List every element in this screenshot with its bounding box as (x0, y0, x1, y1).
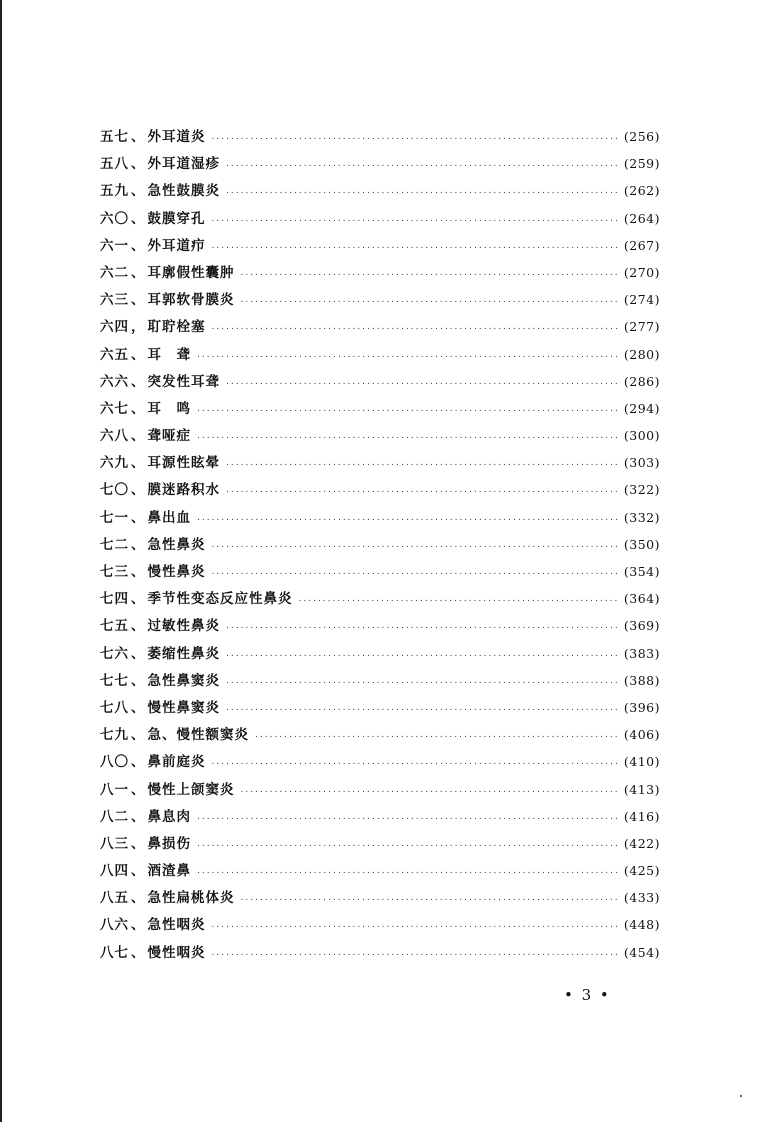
entry-separator: 、 (131, 890, 146, 907)
entry-title: 鼻前庭炎 (147, 754, 206, 771)
entry-title: 过敏性鼻炎 (147, 618, 220, 635)
entry-title: 鼓膜穿孔 (147, 210, 206, 227)
entry-separator: 、 (131, 509, 146, 526)
entry-number: 六四 (100, 319, 129, 336)
entry-title: 急性扁桃体炎 (147, 890, 235, 907)
entry-number: 六〇 (100, 210, 129, 227)
entry-page-number: (383) (623, 645, 660, 661)
toc-entry (100, 370, 660, 397)
entry-separator: 、 (131, 400, 146, 417)
entry-title: 急性鼓膜炎 (147, 183, 220, 200)
entry-number: 六八 (100, 428, 129, 445)
toc-entry (100, 207, 660, 234)
entry-title: 耵聍栓塞 (147, 319, 206, 336)
entry-number: 七二 (100, 536, 129, 553)
entry-separator: 、 (131, 835, 146, 852)
dot-leader (212, 241, 620, 251)
entry-title: 慢性鼻炎 (147, 564, 206, 580)
dot-leader (197, 866, 620, 876)
entry-number: 五七 (100, 129, 129, 145)
entry-page-number: (406) (623, 727, 660, 743)
dot-leader (197, 431, 620, 441)
entry-title: 耳 聋 (147, 346, 191, 363)
dot-leader (197, 839, 620, 849)
toc-entry (100, 642, 660, 669)
toc-entry (100, 750, 660, 777)
entry-separator: 、 (131, 591, 146, 608)
entry-separator: 、 (131, 564, 146, 580)
toc-entry (100, 941, 660, 968)
entry-number: 八二 (100, 808, 129, 825)
toc-entry (100, 179, 660, 206)
dot-leader (197, 513, 620, 523)
entry-number: 六五 (100, 346, 129, 363)
entry-separator: 、 (131, 781, 146, 798)
entry-title: 外耳道炎 (147, 129, 206, 145)
entry-title: 急性鼻窦炎 (147, 672, 220, 689)
entry-page-number: (416) (623, 808, 660, 824)
toc-entry (100, 478, 660, 505)
entry-number: 八一 (100, 781, 129, 798)
entry-number: 六七 (100, 400, 129, 417)
dot-leader (299, 594, 620, 604)
entry-separator: 、 (131, 699, 146, 716)
entry-separator: 、 (131, 183, 146, 200)
dot-leader (226, 458, 620, 468)
entry-separator: 、 (131, 210, 146, 227)
entry-title: 鼻出血 (147, 509, 191, 526)
entry-separator: 、 (131, 264, 146, 281)
entry-separator: 、 (131, 129, 146, 145)
dot-leader (226, 703, 620, 713)
entry-page-number: (264) (623, 210, 660, 226)
toc-entry (100, 669, 660, 696)
entry-number: 七〇 (100, 482, 129, 499)
dot-leader (197, 350, 620, 360)
dot-leader (226, 485, 620, 495)
entry-title: 聋哑症 (147, 428, 191, 445)
entry-page-number: (425) (623, 863, 660, 879)
dot-leader (226, 676, 620, 686)
toc-entry (100, 614, 660, 641)
entry-number: 七四 (100, 591, 129, 608)
entry-page-number: (369) (623, 618, 660, 634)
dot-leader (226, 649, 620, 659)
entry-page-number: (396) (623, 699, 660, 715)
dot-leader (212, 214, 620, 224)
entry-title: 突发性耳聋 (147, 373, 220, 390)
entry-number: 八五 (100, 890, 129, 907)
toc-entry (100, 805, 660, 832)
entry-separator: ， (131, 319, 146, 336)
entry-number: 七三 (100, 564, 129, 580)
entry-page-number: (294) (623, 400, 660, 416)
dot-leader (226, 186, 620, 196)
entry-number: 八三 (100, 835, 129, 852)
entry-separator: 、 (131, 346, 146, 363)
toc-entry (100, 587, 660, 614)
entry-separator: 、 (131, 536, 146, 553)
entry-number: 六九 (100, 455, 129, 472)
entry-title: 耳郭软骨膜炎 (147, 292, 235, 309)
entry-separator: 、 (131, 727, 146, 744)
entry-page-number: (262) (623, 183, 660, 199)
dot-leader (212, 948, 620, 958)
toc-entry (100, 424, 660, 451)
entry-separator: 、 (131, 618, 146, 635)
entry-title: 耳廓假性囊肿 (147, 264, 235, 281)
dot-leader (241, 268, 620, 278)
entry-number: 六二 (100, 264, 129, 281)
entry-title: 鼻息肉 (147, 808, 191, 825)
entry-page-number: (274) (623, 292, 660, 308)
toc-entry (100, 506, 660, 533)
entry-separator: 、 (131, 237, 146, 254)
entry-title: 急、慢性额窦炎 (147, 727, 249, 744)
toc-entry (100, 859, 660, 886)
entry-number: 七七 (100, 672, 129, 689)
entry-title: 慢性鼻窦炎 (147, 699, 220, 716)
entry-page-number: (413) (623, 781, 660, 797)
entry-title: 急性咽炎 (147, 917, 206, 934)
entry-title: 慢性咽炎 (147, 944, 206, 961)
entry-separator: 、 (131, 156, 146, 173)
entry-separator: 、 (131, 455, 146, 472)
toc-entry (100, 723, 660, 750)
page-number: • 3 • (564, 986, 611, 1004)
entry-number: 六一 (100, 237, 129, 254)
entry-page-number: (300) (623, 428, 660, 444)
entry-page-number: (277) (623, 319, 660, 335)
dot-leader (226, 159, 620, 169)
entry-number: 五八 (100, 156, 129, 173)
entry-number: 七八 (100, 699, 129, 716)
dot-leader (197, 812, 620, 822)
toc-entry (100, 560, 660, 587)
dot-leader (226, 377, 620, 387)
entry-title: 鼻损伤 (147, 835, 191, 852)
dot-leader (212, 322, 620, 332)
entry-number: 八七 (100, 944, 129, 961)
entry-title: 急性鼻炎 (147, 536, 206, 553)
toc-entry (100, 343, 660, 370)
toc-entry (100, 315, 660, 342)
entry-number: 七九 (100, 727, 129, 744)
dot-leader (212, 567, 620, 577)
entry-page-number: (256) (623, 129, 660, 144)
toc-entry (100, 234, 660, 261)
entry-number: 七六 (100, 645, 129, 662)
toc-entry (100, 288, 660, 315)
entry-separator: 、 (131, 292, 146, 309)
scan-speck (740, 1095, 742, 1097)
dot-leader (241, 785, 620, 795)
toc-entry (100, 152, 660, 179)
toc-entry (100, 397, 660, 424)
toc-entry (100, 696, 660, 723)
entry-number: 八〇 (100, 754, 129, 771)
entry-page-number: (422) (623, 835, 660, 851)
entry-page-number: (354) (623, 564, 660, 579)
entry-number: 七五 (100, 618, 129, 635)
entry-page-number: (388) (623, 672, 660, 688)
dot-leader (212, 757, 620, 767)
entry-page-number: (350) (623, 536, 660, 552)
entry-title: 慢性上颌窦炎 (147, 781, 235, 798)
toc-entry (100, 832, 660, 859)
entry-separator: 、 (131, 863, 146, 880)
entry-page-number: (433) (623, 890, 660, 906)
entry-number: 八四 (100, 863, 129, 880)
entry-title: 萎缩性鼻炎 (147, 645, 220, 662)
entry-separator: 、 (131, 645, 146, 662)
entry-page-number: (364) (623, 591, 660, 607)
entry-separator: 、 (131, 808, 146, 825)
entry-title: 外耳道疖 (147, 237, 206, 254)
entry-separator: 、 (131, 944, 146, 961)
entry-page-number: (332) (623, 509, 660, 525)
entry-title: 酒渣鼻 (147, 863, 191, 880)
entry-separator: 、 (131, 754, 146, 771)
entry-page-number: (448) (623, 917, 660, 933)
dot-leader (212, 540, 620, 550)
toc-entry (100, 778, 660, 805)
entry-title: 膜迷路积水 (147, 482, 220, 499)
toc-entry (100, 125, 660, 152)
entry-separator: 、 (131, 373, 146, 390)
entry-separator: 、 (131, 917, 146, 934)
entry-page-number: (454) (623, 944, 660, 960)
toc-entry (100, 886, 660, 913)
entry-page-number: (259) (623, 156, 660, 172)
entry-separator: 、 (131, 672, 146, 689)
table-of-contents (100, 125, 660, 968)
entry-page-number: (410) (623, 754, 660, 770)
entry-separator: 、 (131, 428, 146, 445)
entry-separator: 、 (131, 482, 146, 499)
dot-leader (226, 621, 620, 631)
dot-leader (241, 295, 620, 305)
toc-entry (100, 451, 660, 478)
entry-page-number: (267) (623, 237, 660, 253)
entry-title: 季节性变态反应性鼻炎 (147, 591, 293, 608)
toc-entry (100, 533, 660, 560)
dot-leader (212, 132, 620, 142)
entry-number: 七一 (100, 509, 129, 526)
entry-number: 八六 (100, 917, 129, 934)
entry-page-number: (322) (623, 482, 660, 498)
toc-entry (100, 261, 660, 288)
entry-number: 六三 (100, 292, 129, 309)
entry-title: 耳源性眩晕 (147, 455, 220, 472)
dot-leader (197, 404, 620, 414)
page-left-border (0, 0, 2, 1122)
entry-page-number: (280) (623, 346, 660, 362)
dot-leader (241, 893, 620, 903)
entry-title: 外耳道湿疹 (147, 156, 220, 173)
entry-number: 五九 (100, 183, 129, 200)
dot-leader (212, 920, 620, 930)
dot-leader (255, 730, 620, 740)
entry-page-number: (286) (623, 373, 660, 389)
entry-number: 六六 (100, 373, 129, 390)
toc-entry (100, 913, 660, 940)
entry-title: 耳 鸣 (147, 400, 191, 417)
entry-page-number: (270) (623, 264, 660, 280)
entry-page-number: (303) (623, 455, 660, 471)
